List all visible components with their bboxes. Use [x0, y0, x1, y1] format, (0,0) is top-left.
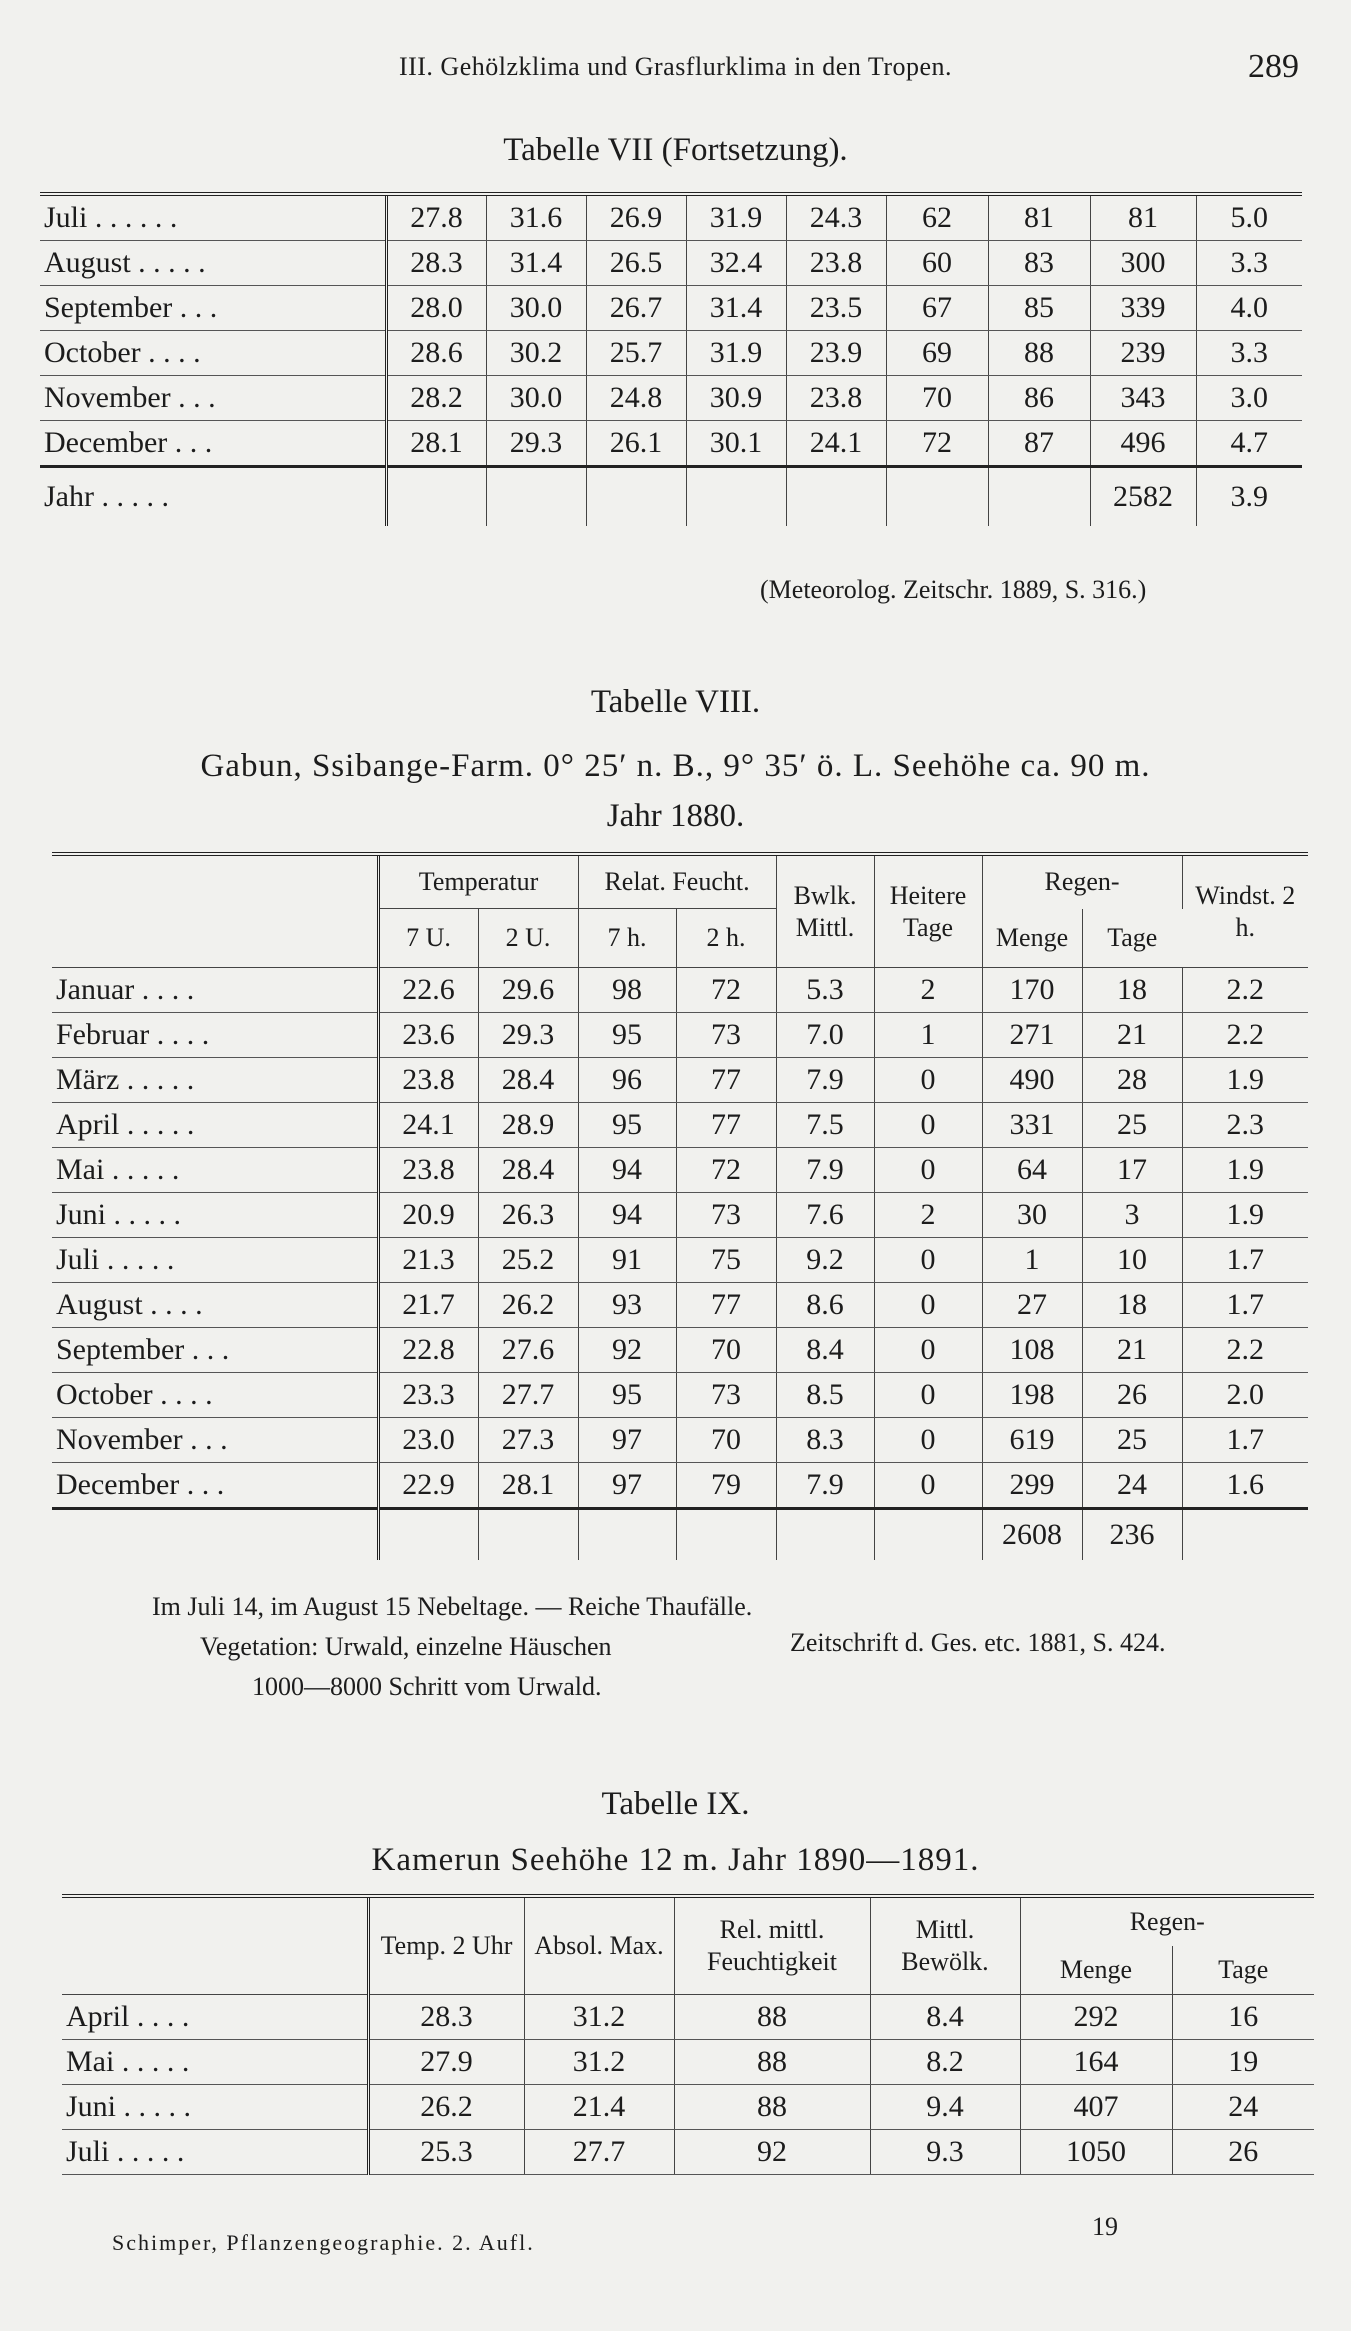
t7-cell: 28.0: [386, 286, 486, 331]
t7-cell: 5.0: [1196, 194, 1302, 241]
t8-cell: 95: [578, 1013, 676, 1058]
t9-cell: 9.3: [870, 2130, 1020, 2175]
t9-cell: 31.2: [524, 2040, 674, 2085]
t7-cell: 30.0: [486, 286, 586, 331]
t7-cell: [686, 467, 786, 527]
t8-h-month: [52, 854, 378, 968]
t9-cell: 25.3: [368, 2130, 524, 2175]
t8-cell: 10: [1082, 1238, 1182, 1283]
t8-cell: 1.7: [1182, 1238, 1308, 1283]
t7-cell: 24.8: [586, 376, 686, 421]
t8-cell: [776, 1509, 874, 1561]
t8-cell: 24: [1082, 1463, 1182, 1509]
t9-cell: 292: [1020, 1995, 1172, 2040]
t8-cell: 0: [874, 1373, 982, 1418]
t8-cell: 0: [874, 1418, 982, 1463]
t8-cell: 108: [982, 1328, 1082, 1373]
table-row: [52, 1463, 1308, 1509]
t8-cell: 94: [578, 1193, 676, 1238]
t9-row-label: Mai . . . . .: [62, 2040, 368, 2085]
table-row: [52, 1193, 1308, 1238]
t8-cell: [478, 1509, 578, 1561]
t8-cell: 1.9: [1182, 1058, 1308, 1103]
t8-cell: 94: [578, 1148, 676, 1193]
t8-cell: 8.4: [776, 1328, 874, 1373]
table-row: [40, 194, 1302, 241]
t8-cell: 1.6: [1182, 1463, 1308, 1509]
t7-row-label: Juli . . . . . .: [40, 194, 386, 241]
table8-year: Jahr 1880.: [606, 798, 745, 834]
t8-cell: 2.2: [1182, 1013, 1308, 1058]
table8-note-2: Vegetation: Urwald, einzelne Häuschen: [200, 1632, 612, 1661]
table-row: [52, 1148, 1308, 1193]
t8-cell: 73: [676, 1373, 776, 1418]
t7-cell: 23.8: [786, 241, 886, 286]
t8-cell: 2608: [982, 1509, 1082, 1561]
t8-cell: 8.6: [776, 1283, 874, 1328]
t8-cell: 198: [982, 1373, 1082, 1418]
t8-cell: 271: [982, 1013, 1082, 1058]
t8-cell: [578, 1509, 676, 1561]
t8-cell: 92: [578, 1328, 676, 1373]
t8-cell: 22.9: [378, 1463, 478, 1509]
t7-cell: 31.6: [486, 194, 586, 241]
table-row: [40, 421, 1302, 467]
t7-cell: 30.1: [686, 421, 786, 467]
t7-cell: 62: [886, 194, 988, 241]
t8-cell: 2: [874, 968, 982, 1013]
t8-cell: 28.4: [478, 1058, 578, 1103]
t8-cell: 25.2: [478, 1238, 578, 1283]
t8-cell: 91: [578, 1238, 676, 1283]
t7-row-label: December . . .: [40, 421, 386, 467]
t7-cell: 23.5: [786, 286, 886, 331]
t9-cell: 92: [674, 2130, 870, 2175]
t8-row-label: April . . . . .: [52, 1103, 378, 1148]
t7-cell: 3.9: [1230, 480, 1268, 513]
t7-cell: 25.7: [586, 331, 686, 376]
t8-cell: 2.2: [1182, 968, 1308, 1013]
t9-cell: 24: [1172, 2085, 1314, 2130]
table-row: [40, 467, 1302, 527]
table8-note-1: Im Juli 14, im August 15 Nebeltage. — Reiche Thaufälle.: [152, 1592, 753, 1621]
t9-h-menge: Menge: [1020, 1946, 1172, 1995]
t8-row-label: December . . .: [52, 1463, 378, 1509]
t8-cell: 8.5: [776, 1373, 874, 1418]
t7-row-label: August . . . . .: [40, 241, 386, 286]
t8-cell: 5.3: [776, 968, 874, 1013]
t7-cell: 31.9: [686, 331, 786, 376]
t8-cell: 9.2: [776, 1238, 874, 1283]
t8-cell: 97: [578, 1463, 676, 1509]
t8-cell: 27.7: [478, 1373, 578, 1418]
page-number: 289: [1248, 48, 1299, 85]
t8-cell: 1.9: [1182, 1193, 1308, 1238]
t8-cell: 0: [874, 1103, 982, 1148]
t8-cell: 27.3: [478, 1418, 578, 1463]
t8-cell: 7.5: [776, 1103, 874, 1148]
t8-h-heitere: Heitere Tage: [874, 854, 982, 968]
t8-cell: 77: [676, 1103, 776, 1148]
t8-cell: 2.0: [1182, 1373, 1308, 1418]
t7-cell: 23.9: [786, 331, 886, 376]
t7-cell: 31.4: [486, 241, 586, 286]
t7-cell: 26.9: [586, 194, 686, 241]
t8-cell: 20.9: [378, 1193, 478, 1238]
t8-cell: 26: [1082, 1373, 1182, 1418]
table7-title: Tabelle VII (Fortsetzung).: [503, 132, 848, 168]
t7-row-label: November . . .: [40, 376, 386, 421]
t7-cell: 3.3: [1196, 331, 1302, 376]
t8-cell: [676, 1509, 776, 1561]
t8-cell: 490: [982, 1058, 1082, 1103]
t8-h-t7: 7 U.: [378, 909, 478, 968]
table7-source: (Meteorolog. Zeitschr. 1889, S. 316.): [760, 575, 1147, 604]
t9-row-label: Juli . . . . .: [62, 2130, 368, 2175]
t9-cell: 19: [1172, 2040, 1314, 2085]
t7-cell: 60: [886, 241, 988, 286]
t7-cell: 83: [988, 241, 1090, 286]
t8-h-r2: 2 h.: [676, 909, 776, 968]
t9-cell: 88: [674, 2040, 870, 2085]
t7-cell: 27.8: [386, 194, 486, 241]
t8-row-label: Januar . . . .: [52, 968, 378, 1013]
table-row: [62, 2040, 1314, 2085]
table-row: [52, 1509, 1308, 1561]
t8-cell: 7.0: [776, 1013, 874, 1058]
t8-cell: 70: [676, 1418, 776, 1463]
t9-cell: 21.4: [524, 2085, 674, 2130]
t8-cell: 28: [1082, 1058, 1182, 1103]
t8-cell: 79: [676, 1463, 776, 1509]
t8-cell: 7.9: [776, 1058, 874, 1103]
t9-h-temp: Temp. 2 Uhr: [368, 1896, 524, 1995]
t8-row-label: September . . .: [52, 1328, 378, 1373]
t8-cell: 28.9: [478, 1103, 578, 1148]
t7-cell: 31.9: [686, 194, 786, 241]
t8-row-label: Februar . . . .: [52, 1013, 378, 1058]
table-row: [52, 1373, 1308, 1418]
table-row: [40, 376, 1302, 421]
t8-cell: 1.9: [1182, 1148, 1308, 1193]
t7-cell: 4.7: [1196, 421, 1302, 467]
t7-cell: 30.0: [486, 376, 586, 421]
t7-cell: 24.3: [786, 194, 886, 241]
t8-h-bwlk: Bwlk. Mittl.: [776, 854, 874, 968]
t9-cell: 164: [1020, 2040, 1172, 2085]
t8-row-label: Juli . . . . .: [52, 1238, 378, 1283]
footer-imprint: Schimper, Pflanzengeographie. 2. Aufl.: [112, 2230, 535, 2255]
t7-cell: 70: [886, 376, 988, 421]
t9-cell: 1050: [1020, 2130, 1172, 2175]
table8: [52, 852, 1308, 1560]
table8-note-3: 1000—8000 Schritt vom Urwald.: [252, 1672, 602, 1701]
t9-h-bew: Mittl. Bewölk.: [870, 1896, 1020, 1995]
t7-cell: 67: [886, 286, 988, 331]
t9-h-month: [62, 1896, 368, 1995]
t7-cell: 81: [1090, 194, 1196, 241]
t7-cell: 69: [886, 331, 988, 376]
t8-cell: 95: [578, 1373, 676, 1418]
t9-cell: 8.2: [870, 2040, 1020, 2085]
t8-cell: 1.7: [1182, 1418, 1308, 1463]
t8-cell: 22.6: [378, 968, 478, 1013]
t7-cell: 2582: [1090, 467, 1196, 527]
table-row: [52, 1238, 1308, 1283]
t7-cell: 85: [988, 286, 1090, 331]
t8-cell: 1: [874, 1013, 982, 1058]
t8-h-relat: Relat. Feucht.: [578, 854, 776, 909]
t8-cell: 73: [676, 1013, 776, 1058]
t7-cell: [988, 467, 1090, 527]
t9-cell: 27.9: [368, 2040, 524, 2085]
t7-cell: 88: [988, 331, 1090, 376]
t7-cell: 26.5: [586, 241, 686, 286]
t8-cell: 98: [578, 968, 676, 1013]
t8-cell: 7.9: [776, 1463, 874, 1509]
t8-cell: 73: [676, 1193, 776, 1238]
t7-cell: 87: [988, 421, 1090, 467]
table9-location: Kamerun Seehöhe 12 m. Jahr 1890—1891.: [371, 1842, 980, 1878]
t8-cell: 2.3: [1182, 1103, 1308, 1148]
t8-cell: 1.7: [1182, 1283, 1308, 1328]
t7-cell: 343: [1090, 376, 1196, 421]
t7-cell: 23.8: [786, 376, 886, 421]
t9-cell: 8.4: [870, 1995, 1020, 2040]
t9-cell: 16: [1172, 1995, 1314, 2040]
t8-h-r7: 7 h.: [578, 909, 676, 968]
t9-cell: 28.3: [368, 1995, 524, 2040]
t7-cell: 26.1: [586, 421, 686, 467]
t8-cell: 0: [874, 1328, 982, 1373]
t8-cell: 30: [982, 1193, 1082, 1238]
t8-cell: 236: [1082, 1509, 1182, 1561]
t7-cell: 239: [1090, 331, 1196, 376]
table-row: [62, 2130, 1314, 2175]
t8-cell: 28.4: [478, 1148, 578, 1193]
t9-cell: 26: [1172, 2130, 1314, 2175]
t8-cell: 70: [676, 1328, 776, 1373]
t8-h-menge: Menge: [982, 909, 1082, 968]
t8-cell: 72: [676, 968, 776, 1013]
t9-h-rel: Rel. mittl. Feuchtigkeit: [674, 1896, 870, 1995]
t8-h-temperatur: Temperatur: [378, 854, 578, 909]
t7-cell: 28.2: [386, 376, 486, 421]
t8-cell: 23.6: [378, 1013, 478, 1058]
t7-cell: 28.6: [386, 331, 486, 376]
table8-location: Gabun, Ssibange-Farm. 0° 25′ n. B., 9° 35′ ö. L. Seehöhe ca. 90 m.: [200, 748, 1151, 784]
t9-cell: 27.7: [524, 2130, 674, 2175]
table-row: [52, 1283, 1308, 1328]
t8-cell: 0: [874, 1463, 982, 1509]
t8-cell: 28.1: [478, 1463, 578, 1509]
t8-cell: 29.3: [478, 1013, 578, 1058]
t9-cell: 26.2: [368, 2085, 524, 2130]
t8-cell: 97: [578, 1418, 676, 1463]
t8-cell: 2: [874, 1193, 982, 1238]
t9-cell: 9.4: [870, 2085, 1020, 2130]
t8-row-label: Mai . . . . .: [52, 1148, 378, 1193]
t8-h-windst: Windst. 2 h.: [1182, 854, 1308, 968]
table-row: [52, 1418, 1308, 1463]
t7-cell: [786, 467, 886, 527]
t8-cell: 24.1: [378, 1103, 478, 1148]
t8-row-label: [52, 1509, 378, 1561]
t7-cell: [386, 467, 486, 527]
t8-cell: 3: [1082, 1193, 1182, 1238]
t7-cell: 72: [886, 421, 988, 467]
t8-cell: 18: [1082, 1283, 1182, 1328]
t9-row-label: April . . . .: [62, 1995, 368, 2040]
t8-cell: 96: [578, 1058, 676, 1103]
t8-cell: 25: [1082, 1418, 1182, 1463]
t8-cell: 72: [676, 1148, 776, 1193]
t8-cell: 0: [874, 1238, 982, 1283]
t7-cell: 24.1: [786, 421, 886, 467]
t8-cell: 7.9: [776, 1148, 874, 1193]
table-row: [52, 1013, 1308, 1058]
t8-cell: 17: [1082, 1148, 1182, 1193]
t8-cell: 25: [1082, 1103, 1182, 1148]
t8-cell: 21.7: [378, 1283, 478, 1328]
t8-h-regen: Regen-: [982, 854, 1182, 909]
t7-cell: 30.9: [686, 376, 786, 421]
t8-cell: 2.2: [1182, 1328, 1308, 1373]
t8-cell: 75: [676, 1238, 776, 1283]
t8-cell: 0: [874, 1058, 982, 1103]
t7-cell: 300: [1090, 241, 1196, 286]
table-row: [40, 331, 1302, 376]
t8-cell: 299: [982, 1463, 1082, 1509]
table-row: [52, 1103, 1308, 1148]
t8-cell: 26.2: [478, 1283, 578, 1328]
table-row: [40, 241, 1302, 286]
t8-row-label: October . . . .: [52, 1373, 378, 1418]
t8-cell: 77: [676, 1283, 776, 1328]
t9-cell: 31.2: [524, 1995, 674, 2040]
t8-cell: 29.6: [478, 968, 578, 1013]
t7-cell: 28.1: [386, 421, 486, 467]
t7-cell: 86: [988, 376, 1090, 421]
t7-cell: 81: [988, 194, 1090, 241]
table9-title: Tabelle IX.: [601, 1786, 750, 1822]
t8-cell: [378, 1509, 478, 1561]
t8-row-label: November . . .: [52, 1418, 378, 1463]
t8-cell: 7.6: [776, 1193, 874, 1238]
t7-row-label: October . . . .: [40, 331, 386, 376]
t8-cell: [874, 1509, 982, 1561]
t7-cell: 32.4: [686, 241, 786, 286]
t8-row-label: August . . . .: [52, 1283, 378, 1328]
t8-cell: 619: [982, 1418, 1082, 1463]
t8-cell: 1: [982, 1238, 1082, 1283]
t9-cell: 407: [1020, 2085, 1172, 2130]
table-row: [40, 286, 1302, 331]
t7-row-label: Jahr . . . . .: [40, 467, 386, 527]
t8-cell: 23.3: [378, 1373, 478, 1418]
t9-cell: 88: [674, 1995, 870, 2040]
t8-cell: 23.8: [378, 1058, 478, 1103]
t8-row-label: Juni . . . . .: [52, 1193, 378, 1238]
t8-cell: 21.3: [378, 1238, 478, 1283]
t7-cell: [586, 467, 686, 527]
t7-cell: 3.0: [1196, 376, 1302, 421]
t8-cell: 77: [676, 1058, 776, 1103]
table8-note-source: Zeitschrift d. Ges. etc. 1881, S. 424.: [790, 1628, 1166, 1657]
t8-cell: 26.3: [478, 1193, 578, 1238]
t7-cell: 28.3: [386, 241, 486, 286]
t9-h-absol: Absol. Max.: [524, 1896, 674, 1995]
table-row: [52, 1328, 1308, 1373]
t8-cell: 23.8: [378, 1148, 478, 1193]
t8-cell: 331: [982, 1103, 1082, 1148]
table8-title: Tabelle VIII.: [590, 684, 761, 720]
t8-h-tage: Tage: [1082, 909, 1182, 968]
table-row: [52, 968, 1308, 1013]
t7-cell: [486, 467, 586, 527]
t7-cell: 3.3: [1196, 241, 1302, 286]
t8-cell: 170: [982, 968, 1082, 1013]
t9-row-label: Juni . . . . .: [62, 2085, 368, 2130]
t7-cell: 29.3: [486, 421, 586, 467]
t7-cell: 4.0: [1196, 286, 1302, 331]
t8-cell: [1182, 1509, 1308, 1561]
t7-cell: [886, 467, 988, 527]
table-row: [62, 2085, 1314, 2130]
t8-cell: 64: [982, 1148, 1082, 1193]
t7-cell: 26.7: [586, 286, 686, 331]
t7-cell: 339: [1090, 286, 1196, 331]
t9-h-tage: Tage: [1172, 1946, 1314, 1995]
t7-cell: 31.4: [686, 286, 786, 331]
t7-cell: 30.2: [486, 331, 586, 376]
table9: [62, 1894, 1314, 2175]
t8-cell: 27: [982, 1283, 1082, 1328]
t8-cell: 23.0: [378, 1418, 478, 1463]
t8-cell: 21: [1082, 1328, 1182, 1373]
t8-cell: 21: [1082, 1013, 1182, 1058]
t8-cell: 22.8: [378, 1328, 478, 1373]
t8-row-label: März . . . . .: [52, 1058, 378, 1103]
table7: [40, 192, 1302, 526]
t8-cell: 95: [578, 1103, 676, 1148]
table-row: [62, 1995, 1314, 2040]
t9-cell: 88: [674, 2085, 870, 2130]
t8-cell: 0: [874, 1283, 982, 1328]
t7-row-label: September . . .: [40, 286, 386, 331]
t7-cell: 496: [1090, 421, 1196, 467]
t9-h-regen: Regen-: [1129, 1907, 1205, 1936]
t8-cell: 18: [1082, 968, 1182, 1013]
t8-cell: 8.3: [776, 1418, 874, 1463]
t8-cell: 93: [578, 1283, 676, 1328]
running-head: III. Gehölzklima und Grasflurklima in den Tropen.: [398, 52, 953, 81]
t8-h-t2: 2 U.: [478, 909, 578, 968]
footer-signature: 19: [1092, 2212, 1118, 2241]
table-row: [52, 1058, 1308, 1103]
t8-cell: 0: [874, 1148, 982, 1193]
t8-cell: 27.6: [478, 1328, 578, 1373]
